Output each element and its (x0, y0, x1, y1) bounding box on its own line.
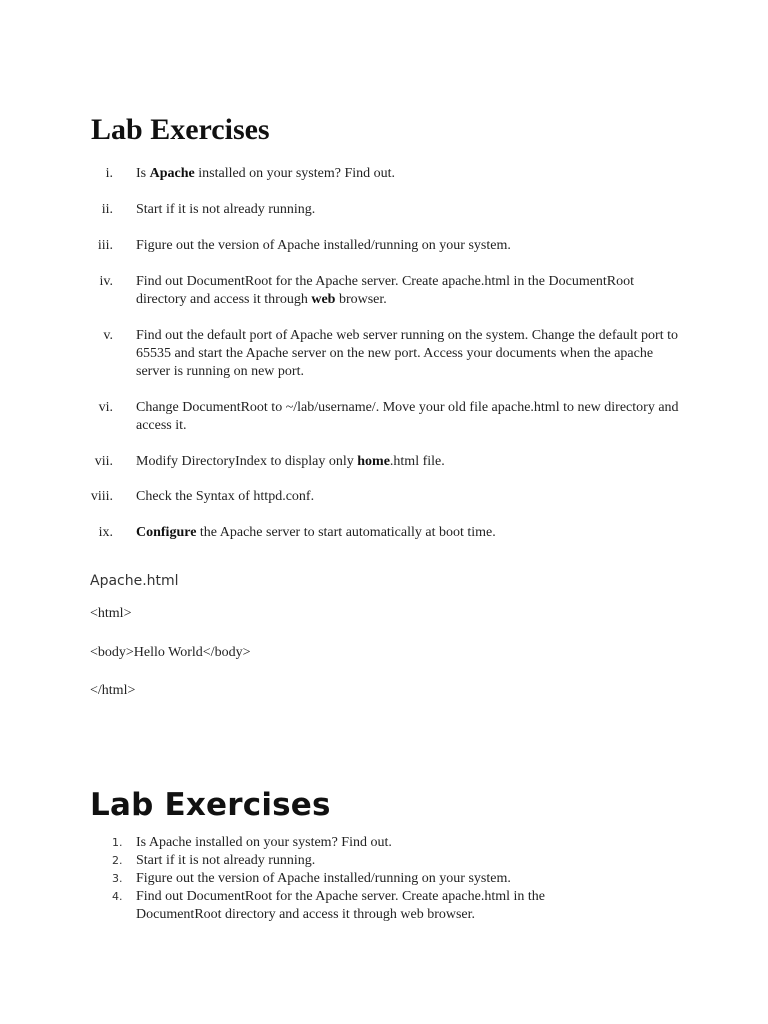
list-number: iii. (97, 238, 113, 253)
list-number: 2. (112, 854, 123, 867)
list-text: Configure the Apache server to start automatically at boot time. (136, 525, 496, 540)
list-number: ii. (101, 202, 113, 217)
list-text: Check the Syntax of httpd.conf. (136, 489, 315, 504)
list-text: Figure out the version of Apache installed/running on your system. (136, 871, 511, 886)
list-number: ix. (98, 525, 113, 540)
list-number: v. (103, 328, 113, 343)
list-text: Figure out the version of Apache installed/running on your system. (136, 238, 511, 253)
list-text: Is Apache installed on your system? Find out. (136, 835, 392, 850)
list-number: 1. (112, 836, 123, 849)
list-number: vi. (98, 400, 113, 415)
list-number: vii. (94, 454, 113, 469)
code-line: <html> (90, 606, 132, 621)
list-text: Find out DocumentRoot for the Apache server. Create apache.html in the DocumentRoot directory and access it through web browser. (136, 889, 545, 922)
code-line: </html> (90, 683, 136, 698)
list-number: 3. (112, 872, 123, 885)
list-text: Start if it is not already running. (136, 202, 316, 217)
list-text: Modify DirectoryIndex to display only home.html file. (136, 454, 445, 469)
list-text: Change DocumentRoot to ~/lab/username/. Move your old file apache.html to new directory and access it. (136, 400, 679, 433)
list-text: Start if it is not already running. (136, 853, 316, 868)
list-number: i. (105, 166, 113, 181)
list-number: 4. (112, 890, 123, 903)
list-text: Find out the default port of Apache web server running on the system. Change the default port to 65535 and start the Apache server on the new port. Access your documents when the apache server is running on new port. (136, 328, 678, 379)
list-number: iv. (99, 274, 113, 289)
code-line: <body>Hello World</body> (90, 645, 251, 660)
list-text: Find out DocumentRoot for the Apache server. Create apache.html in the DocumentRoot directory and access it through web browser. (136, 274, 635, 307)
list-text: Is Apache installed on your system? Find out. (136, 166, 396, 181)
list-number: viii. (90, 489, 113, 504)
section2-title: Lab Exercises (90, 787, 331, 823)
code-sample-label: Apache.html (90, 573, 179, 589)
section1-title: Lab Exercises (91, 113, 270, 146)
